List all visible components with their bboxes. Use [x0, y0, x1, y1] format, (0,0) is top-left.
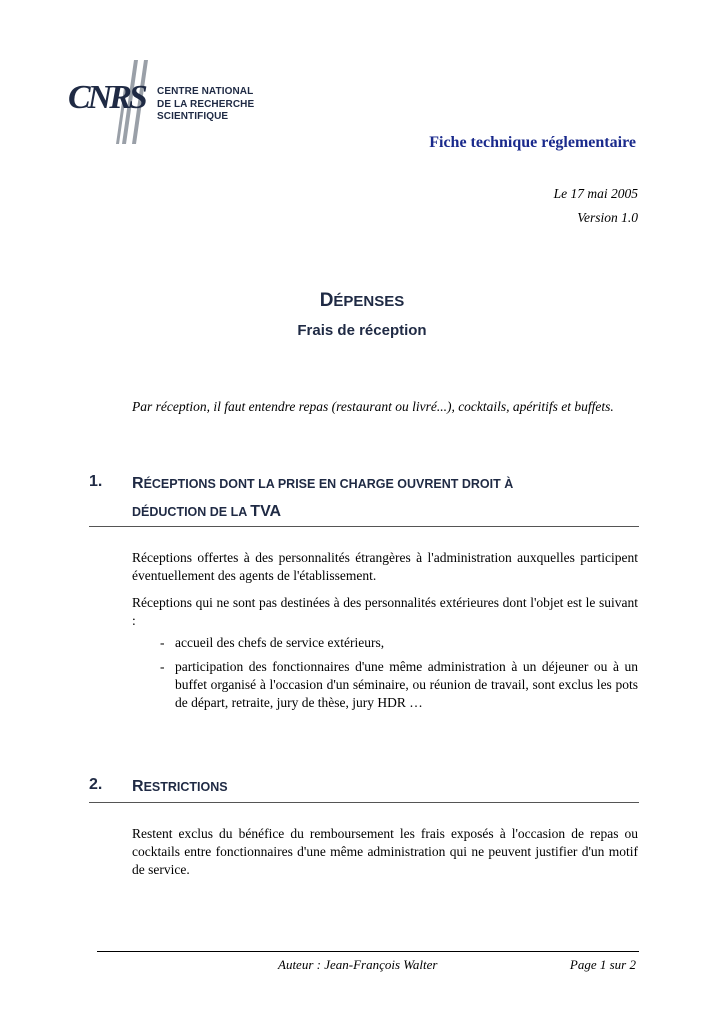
section-1-title — [132, 470, 513, 526]
list-item — [160, 658, 638, 712]
section-2-heading — [89, 773, 639, 801]
list-item-text: participation des fonctionnaires d'une même administration à un déjeuner ou à un buffet organisé à l'occasion d'un séminaire, ou réunion de travail, sont exclus les pots de départ, retraite, jury de thèse, jury HDR … — [175, 659, 638, 710]
doc-date: Le 17 mai 2005 — [553, 186, 638, 201]
section-1-title-line-2 — [132, 498, 513, 526]
section-1-title-rest: ÉCEPTIONS DONT LA PRISE EN CHARGE OUVRENT DROIT À — [143, 477, 514, 491]
list-item-text: accueil des chefs de service extérieurs, — [175, 635, 385, 650]
org-line-1: CENTRE NATIONAL — [157, 86, 254, 97]
footer-page-number: Page 1 sur 2 — [569, 957, 636, 972]
cnrs-logo — [66, 58, 156, 146]
section-1-para-1: Réceptions offertes à des personnalités étrangères à l'administration auxquelles participent éventuellement des agents de l'établissement. — [132, 550, 638, 583]
section-2-title — [132, 773, 228, 801]
section-1-number: 1. — [89, 473, 103, 490]
doc-type: Fiche technique réglementaire — [429, 134, 636, 151]
section-1-heading — [89, 470, 639, 526]
page-title — [0, 290, 724, 312]
page-subtitle: Frais de réception — [297, 322, 427, 339]
section-1-rule — [89, 526, 639, 527]
section-1-para-2: Réceptions qui ne sont pas destinées à des personnalités extérieures dont l'objet est le suivant : — [132, 595, 638, 628]
section-1-title-tva: TVA — [250, 503, 282, 520]
org-line-3: SCIENTIFIQUE — [157, 111, 229, 122]
doc-version: Version 1.0 — [577, 210, 638, 225]
org-name — [157, 86, 254, 124]
footer-author: Auteur : Jean-François Walter — [278, 957, 438, 972]
section-2-number: 2. — [89, 776, 103, 793]
section-2-title-initial: R — [132, 778, 144, 795]
org-line-2: DE LA RECHERCHE — [157, 98, 255, 110]
section-2-title-rest: ESTRICTIONS — [143, 780, 228, 794]
bullet-dash: - — [160, 659, 165, 674]
title-rest: ÉPENSES — [333, 293, 405, 310]
intro-paragraph: Par réception, il faut entendre repas (restaurant ou livré...), cocktails, apéritifs et buffets. — [132, 399, 614, 414]
logo-text: CNRS — [68, 79, 145, 116]
title-initial: D — [319, 290, 334, 311]
section-2-para: Restent exclus du bénéfice du remboursement les frais exposés à l'occasion de repas ou cocktails entre fonctionnaires d'une même administration qui ne peuvent justifier d'un motif de service. — [132, 826, 638, 877]
section-1-title-initial: R — [132, 475, 144, 492]
footer-rule — [97, 951, 639, 952]
section-2-rule — [89, 802, 639, 803]
bullet-dash: - — [160, 635, 165, 650]
list-item — [160, 634, 638, 652]
section-1-title-line-1 — [132, 470, 513, 498]
section-1-title-line-2-text: DÉDUCTION DE LA — [132, 505, 251, 519]
